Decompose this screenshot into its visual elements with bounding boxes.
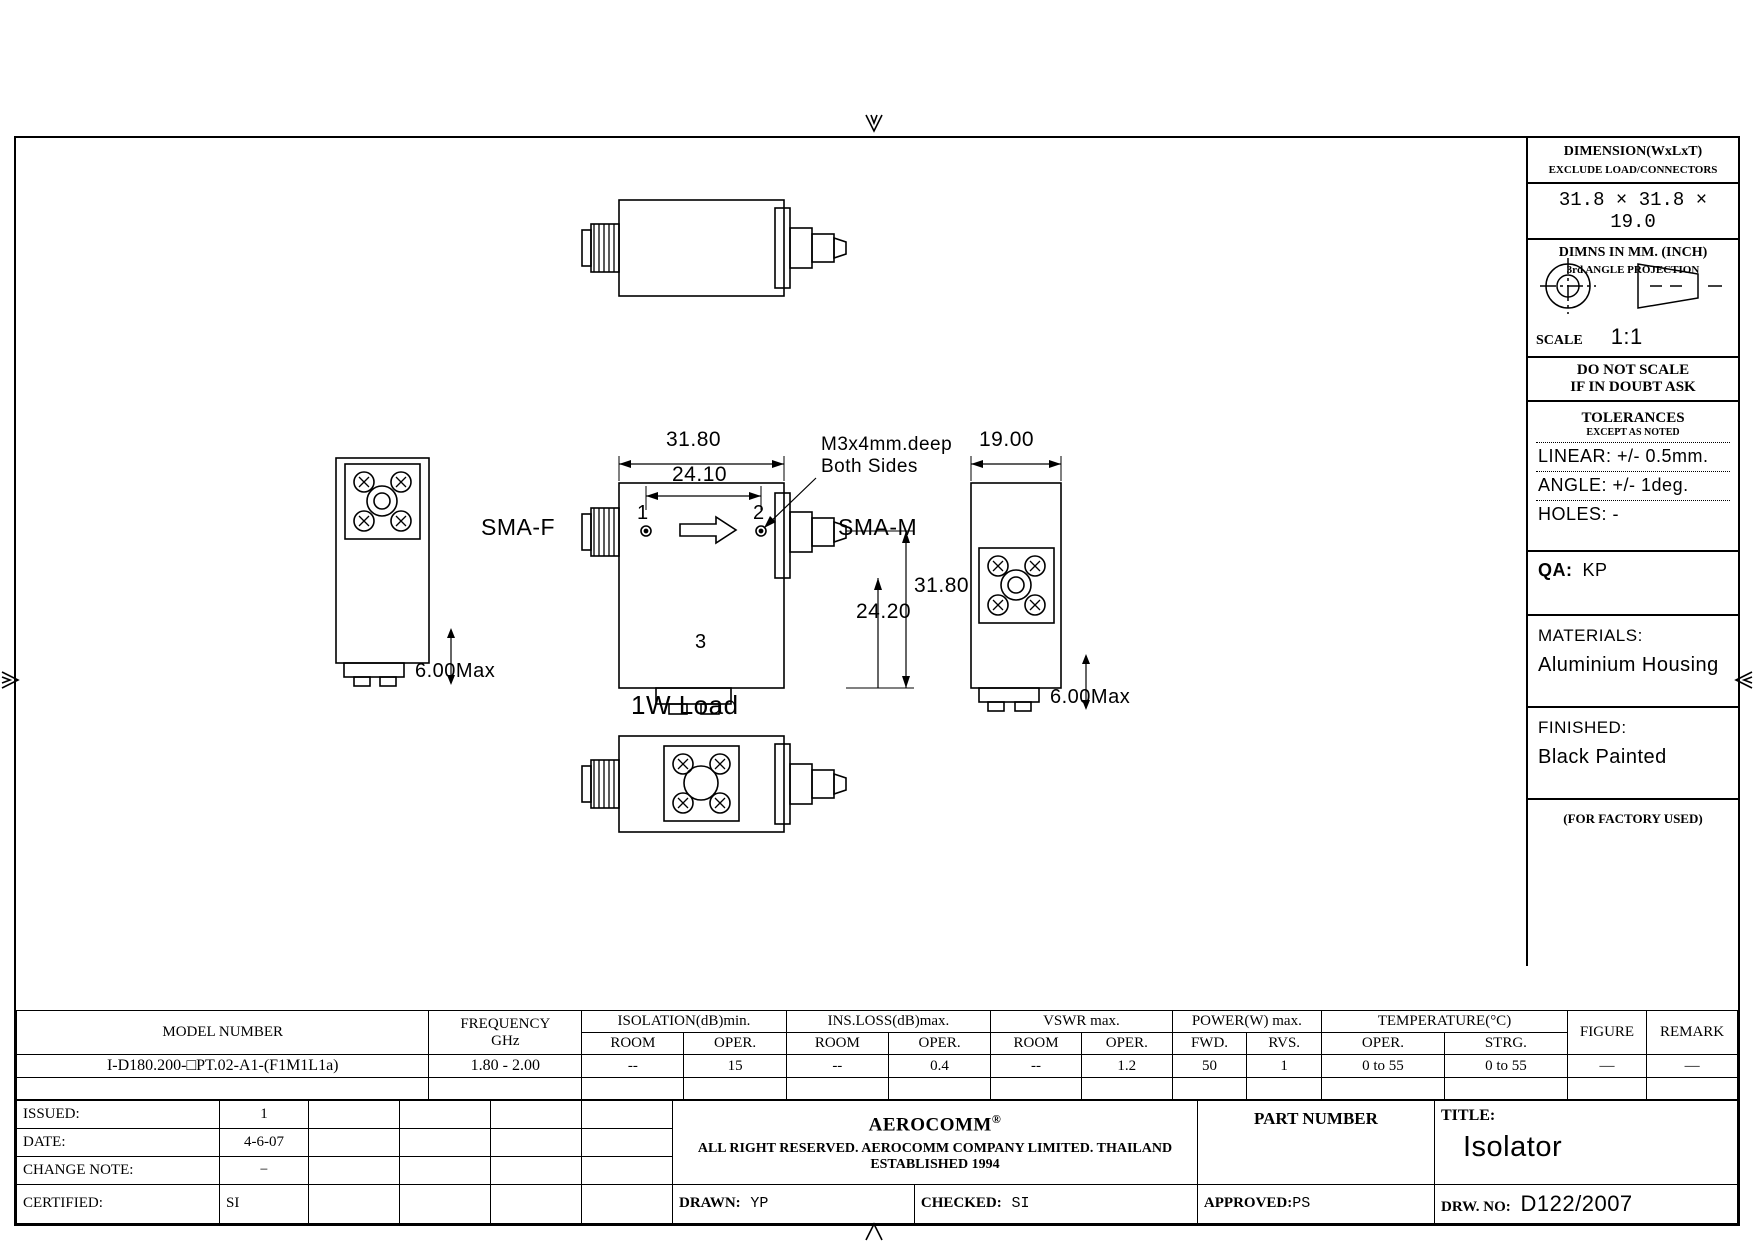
cell-temp-strg: 0 to 55 bbox=[1444, 1055, 1567, 1078]
subheader-vswr-room: ROOM bbox=[991, 1033, 1082, 1055]
title-block bbox=[16, 1100, 1738, 1224]
cell-empty-14 bbox=[1647, 1078, 1738, 1100]
qa-label: QA: bbox=[1538, 560, 1573, 580]
scale-row bbox=[1528, 320, 1738, 358]
subheader-isolation-oper: OPER. bbox=[684, 1033, 786, 1055]
subheader-power-rvs: RVS. bbox=[1247, 1033, 1322, 1055]
screw-note-line2: Both Sides bbox=[821, 456, 918, 477]
finished-value: Black Painted bbox=[1538, 746, 1667, 768]
header-temperature: TEMPERATURE(°C) bbox=[1322, 1011, 1568, 1033]
dim-label-24-10: 24.10 bbox=[672, 463, 728, 486]
drawing-sheet bbox=[14, 136, 1740, 1226]
title-row-certified bbox=[17, 1184, 1738, 1223]
materials-row bbox=[1528, 616, 1738, 708]
cell-figure: — bbox=[1567, 1055, 1646, 1078]
load-label: 1W Load bbox=[631, 690, 739, 720]
cell-empty-9 bbox=[1172, 1078, 1247, 1100]
rev-cell-4 bbox=[582, 1101, 673, 1129]
subheader-power-fwd: FWD. bbox=[1172, 1033, 1247, 1055]
header-frequency-1: FREQUENCY bbox=[460, 1015, 551, 1032]
cell-empty-7 bbox=[991, 1078, 1082, 1100]
rev-cell-5 bbox=[309, 1128, 400, 1156]
header-power: POWER(W) max. bbox=[1172, 1011, 1321, 1033]
units-line2: 3rd ANGLE PROJECTION bbox=[1566, 264, 1700, 276]
rev-cell-15 bbox=[491, 1184, 582, 1223]
tolerance-angle: ANGLE: +/- 1deg. bbox=[1538, 475, 1689, 495]
rev-cell-14 bbox=[400, 1184, 491, 1223]
date-value: 4-6-07 bbox=[220, 1128, 309, 1156]
cell-model-number: I-D180.200-□PT.02-A1-(F1M1L1a) bbox=[17, 1055, 429, 1078]
qa-value: KP bbox=[1582, 560, 1608, 580]
cell-empty-10 bbox=[1247, 1078, 1322, 1100]
rev-cell-10 bbox=[400, 1156, 491, 1184]
header-isolation: ISOLATION(dB)min. bbox=[582, 1011, 786, 1033]
drawn-value: YP bbox=[750, 1195, 769, 1213]
isolator-drawing bbox=[16, 138, 1528, 968]
table-row bbox=[17, 1055, 1738, 1078]
cell-empty-12 bbox=[1444, 1078, 1567, 1100]
cell-temp-oper: 0 to 55 bbox=[1322, 1055, 1445, 1078]
drw-no-label: DRW. NO: bbox=[1441, 1198, 1511, 1215]
cell-isolation-oper: 15 bbox=[684, 1055, 786, 1078]
finished-row bbox=[1528, 708, 1738, 800]
approved-value: PS bbox=[1292, 1195, 1311, 1213]
cell-insloss-oper: 0.4 bbox=[888, 1055, 990, 1078]
cell-empty-6 bbox=[888, 1078, 990, 1100]
change-note-label: CHANGE NOTE: bbox=[17, 1156, 220, 1184]
dimension-value: 31.8 × 31.8 × 19.0 bbox=[1558, 189, 1708, 233]
do-not-scale-block bbox=[1528, 358, 1738, 402]
rev-cell-13 bbox=[309, 1184, 400, 1223]
issued-value: 1 bbox=[220, 1101, 309, 1129]
dim-label-6-00-max-right: 6.00Max bbox=[1050, 686, 1131, 708]
tolerances-sub: EXCEPT AS NOTED bbox=[1586, 427, 1680, 438]
subheader-insloss-oper: OPER. bbox=[888, 1033, 990, 1055]
do-not-scale-line2: IF IN DOUBT ASK bbox=[1570, 379, 1696, 395]
drw-no-value: D122/2007 bbox=[1520, 1190, 1633, 1216]
header-remark: REMARK bbox=[1647, 1011, 1738, 1055]
subheader-temp-oper: OPER. bbox=[1322, 1033, 1445, 1055]
certified-value: SI bbox=[220, 1184, 309, 1223]
part-number-value bbox=[1204, 1135, 1428, 1155]
cell-power-fwd: 50 bbox=[1172, 1055, 1247, 1078]
dim-label-19-00: 19.00 bbox=[979, 428, 1035, 451]
finished-label: FINISHED: bbox=[1538, 718, 1627, 737]
company-name: AEROCOMM bbox=[868, 1114, 992, 1136]
cell-empty-2 bbox=[429, 1078, 582, 1100]
change-note-value: − bbox=[220, 1156, 309, 1184]
certified-label: CERTIFIED: bbox=[17, 1184, 220, 1223]
dimension-sub: EXCLUDE LOAD/CONNECTORS bbox=[1548, 164, 1718, 176]
spec-header-row-1 bbox=[17, 1011, 1738, 1033]
port-1-label: 1 bbox=[637, 502, 649, 524]
tolerances-title: TOLERANCES bbox=[1581, 410, 1685, 426]
cell-vswr-room: -- bbox=[991, 1055, 1082, 1078]
tolerances-block bbox=[1528, 410, 1738, 525]
do-not-scale-line1: DO NOT SCALE bbox=[1576, 362, 1690, 378]
cell-frequency: 1.80 - 2.00 bbox=[429, 1055, 582, 1078]
header-ins-loss: INS.LOSS(dB)max. bbox=[786, 1011, 990, 1033]
rev-cell-11 bbox=[491, 1156, 582, 1184]
cell-power-rvs: 1 bbox=[1247, 1055, 1322, 1078]
factory-note: (FOR FACTORY USED) bbox=[1563, 811, 1703, 826]
title-value: Isolator bbox=[1463, 1131, 1563, 1163]
rev-cell-16 bbox=[582, 1184, 673, 1223]
header-figure: FIGURE bbox=[1567, 1011, 1646, 1055]
drawn-label: DRAWN: bbox=[679, 1195, 741, 1212]
factory-note-row bbox=[1528, 800, 1738, 850]
rev-cell-2 bbox=[400, 1101, 491, 1129]
projection-symbol bbox=[1538, 256, 1728, 316]
subheader-vswr-oper: OPER. bbox=[1081, 1033, 1172, 1055]
port-3-label: 3 bbox=[695, 631, 707, 653]
title-row-issued bbox=[17, 1101, 1738, 1129]
dim-label-6-00-max-left: 6.00Max bbox=[415, 660, 496, 682]
cell-empty-5 bbox=[786, 1078, 888, 1100]
header-model-number: MODEL NUMBER bbox=[17, 1011, 429, 1055]
tolerance-holes: HOLES: - bbox=[1538, 504, 1620, 524]
materials-value: Aluminium Housing bbox=[1538, 654, 1719, 676]
date-label: DATE: bbox=[17, 1128, 220, 1156]
part-number-label: PART NUMBER bbox=[1254, 1109, 1378, 1128]
cell-vswr-oper: 1.2 bbox=[1081, 1055, 1172, 1078]
screw-note-line1: M3x4mm.deep bbox=[821, 434, 953, 455]
dim-label-24-20: 24.20 bbox=[856, 600, 912, 623]
rev-cell-9 bbox=[309, 1156, 400, 1184]
rights-line2: ESTABLISHED 1994 bbox=[870, 1157, 1000, 1173]
scale-label: SCALE bbox=[1536, 333, 1583, 348]
cell-isolation-room: -- bbox=[582, 1055, 684, 1078]
checked-label: CHECKED: bbox=[920, 1195, 1002, 1212]
cell-empty-8 bbox=[1081, 1078, 1172, 1100]
dimension-header: DIMENSION(WxLxT) bbox=[1563, 144, 1703, 159]
info-panel bbox=[1526, 138, 1738, 966]
cell-remark: — bbox=[1647, 1055, 1738, 1078]
subheader-temp-strg: STRG. bbox=[1444, 1033, 1567, 1055]
cell-empty-4 bbox=[684, 1078, 786, 1100]
subheader-isolation-room: ROOM bbox=[582, 1033, 684, 1055]
subheader-insloss-room: ROOM bbox=[786, 1033, 888, 1055]
company-cell bbox=[673, 1101, 1198, 1185]
spec-table bbox=[16, 1010, 1738, 1100]
top-center-mark bbox=[862, 113, 886, 135]
cell-empty-3 bbox=[582, 1078, 684, 1100]
dim-label-31-80-top: 31.80 bbox=[666, 428, 722, 451]
rev-cell-3 bbox=[491, 1101, 582, 1129]
scale-value: 1:1 bbox=[1610, 324, 1643, 349]
cell-empty-11 bbox=[1322, 1078, 1445, 1100]
cell-insloss-room: -- bbox=[786, 1055, 888, 1078]
dim-label-31-80-right: 31.80 bbox=[914, 574, 970, 597]
rev-cell-6 bbox=[400, 1128, 491, 1156]
header-frequency-2: GHz bbox=[491, 1032, 520, 1049]
header-vswr: VSWR max. bbox=[991, 1011, 1173, 1033]
dimension-block bbox=[1528, 138, 1738, 184]
sma-f-label: SMA-F bbox=[481, 514, 556, 540]
materials-label: MATERIALS: bbox=[1538, 626, 1643, 645]
rev-cell-1 bbox=[309, 1101, 400, 1129]
dimension-value-row bbox=[1528, 184, 1738, 240]
sma-m-label: SMA-M bbox=[838, 514, 918, 540]
rights-line1: ALL RIGHT RESERVED. AEROCOMM COMPANY LIMITED. THAILAND bbox=[697, 1141, 1173, 1157]
approved-label: APPROVED: bbox=[1203, 1195, 1293, 1212]
tolerance-linear: LINEAR: +/- 0.5mm. bbox=[1538, 446, 1709, 466]
cell-empty-1 bbox=[17, 1078, 429, 1100]
qa-row bbox=[1528, 550, 1738, 616]
table-row-empty bbox=[17, 1078, 1738, 1100]
rev-cell-8 bbox=[582, 1128, 673, 1156]
issued-label: ISSUED: bbox=[17, 1101, 220, 1129]
title-label: TITLE: bbox=[1441, 1107, 1496, 1124]
cell-empty-13 bbox=[1567, 1078, 1646, 1100]
rev-cell-7 bbox=[491, 1128, 582, 1156]
port-2-label: 2 bbox=[753, 502, 765, 524]
checked-value: SI bbox=[1011, 1195, 1030, 1213]
registered-icon: ® bbox=[991, 1111, 1002, 1126]
rev-cell-12 bbox=[582, 1156, 673, 1184]
units-line1: DIMNS IN MM. (INCH) bbox=[1558, 245, 1708, 260]
